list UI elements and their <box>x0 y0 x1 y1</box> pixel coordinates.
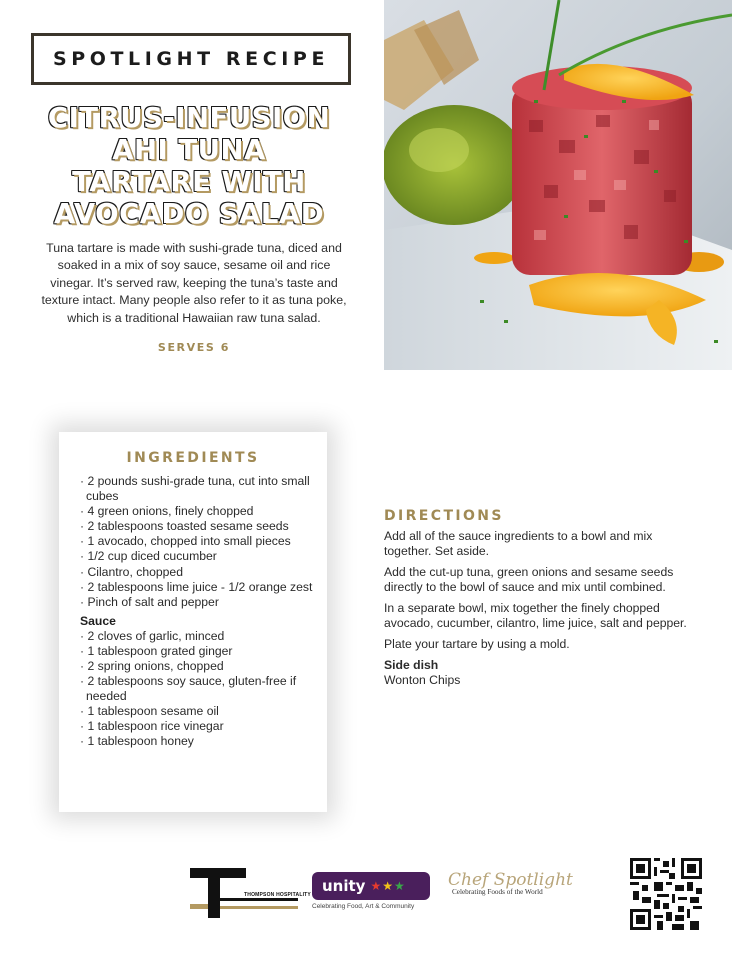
list-item: · Pinch of salt and pepper <box>80 594 219 609</box>
list-item: · 1 tablespoon honey <box>80 734 194 749</box>
ingredients-card <box>59 432 327 812</box>
unity-logo <box>312 872 432 916</box>
title-line: AHI TUNA <box>112 134 266 166</box>
directions-list <box>384 529 694 688</box>
tuna-tartare-illustration <box>384 0 732 370</box>
list-item: · 2 tablespoons lime juice - 1/2 orange zest <box>80 579 313 594</box>
list-item: · 2 pounds sushi-grade tuna, cut into small cubes <box>80 474 310 503</box>
list-item: · Cilantro, chopped <box>80 564 183 579</box>
qr-code[interactable] <box>630 858 702 930</box>
thompson-logo-text: THOMPSON HOSPITALITY <box>244 892 311 898</box>
unity-logo-word: unity <box>322 877 366 895</box>
list-item: · 2 tablespoons soy sauce, gluten-free if needed <box>80 674 297 703</box>
list-item: · 2 spring onions, chopped <box>80 659 224 674</box>
direction-step: Add all of the sauce ingredients to a bowl and mix together. Set aside. <box>384 529 653 558</box>
title-line: TARTARE WITH <box>72 166 306 198</box>
ingredients-heading: INGREDIENTS <box>126 450 260 466</box>
list-item: · 1 avocado, chopped into small pieces <box>80 534 291 549</box>
direction-step: In a separate bowl, mix together the finely chopped avocado, cucumber, cilantro, lime juice, salt and pepper. <box>384 601 687 630</box>
ingredients-list <box>80 474 320 750</box>
list-item: · 1 tablespoon sesame oil <box>80 704 219 719</box>
list-item: · 1 tablespoon grated ginger <box>80 643 233 658</box>
badge-label: SPOTLIGHT RECIPE <box>52 48 330 70</box>
chef-spotlight-tagline: Celebrating Foods of the World <box>452 888 543 896</box>
side-dish-label: Side dish <box>384 658 439 672</box>
title-line: AVOCADO SALAD <box>53 198 325 230</box>
list-item: · 2 tablespoons toasted sesame seeds <box>80 518 289 533</box>
unity-stars-icon: ★★★ <box>370 879 406 893</box>
list-item: · 2 cloves of garlic, minced <box>80 628 225 643</box>
direction-step: Plate your tartare by using a mold. <box>384 637 570 651</box>
thompson-hospitality-logo <box>190 866 311 920</box>
recipe-intro: Tuna tartare is made with sushi-grade tuna, diced and soaked in a mix of soy sauce, sesame oil and rice vinegar. It’s served raw, keeping the tuna’s taste and texture intact. Many people also refer to it as tuna poke, which is a traditional Hawaiian raw tuna salad. <box>41 241 347 325</box>
direction-step: Add the cut-up tuna, green onions and sesame seeds directly to the bowl of sauce and mix until combined. <box>384 565 674 594</box>
list-item: · 1/2 cup diced cucumber <box>80 549 217 564</box>
recipe-photo <box>384 0 732 370</box>
list-item: · 1 tablespoon rice vinegar <box>80 719 224 734</box>
chef-spotlight-logo <box>446 870 573 916</box>
list-item: · 4 green onions, finely chopped <box>80 503 254 518</box>
sauce-subheading: Sauce <box>80 613 116 628</box>
side-dish-value: Wonton Chips <box>384 673 461 687</box>
serves-label: SERVES 6 <box>157 341 231 354</box>
directions-heading: DIRECTIONS <box>384 508 504 524</box>
spotlight-badge <box>31 33 351 85</box>
title-line: CITRUS-INFUSION <box>47 102 331 134</box>
unity-tagline: Celebrating Food, Art & Community <box>312 903 415 910</box>
recipe-title <box>14 102 364 230</box>
chef-spotlight-script: Chef Spotlight <box>448 870 573 890</box>
qr-code-icon <box>630 858 702 930</box>
